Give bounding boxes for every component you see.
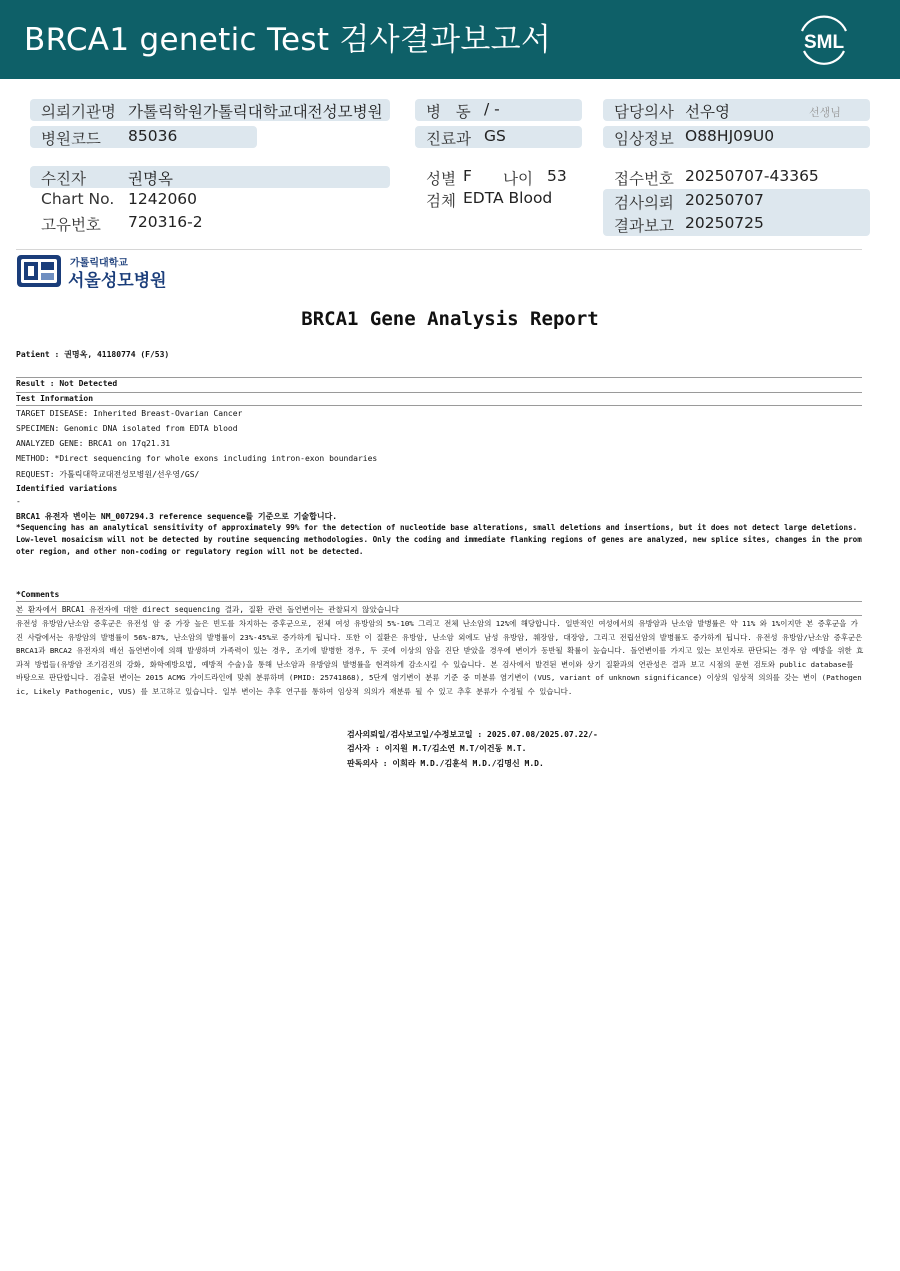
sex-label: 성별 [426,170,456,188]
ward-field [415,99,582,121]
department-label: 진료과 [426,130,471,148]
sex-field [415,166,495,188]
patient-field [30,166,390,188]
method-line: METHOD: *Direct sequencing for whole exons including intron-exon boundaries [16,454,378,463]
sml-logo-text: SML [803,32,845,53]
result-line: Result : Not Detected [16,379,118,388]
test-info-heading: Test Information [16,394,94,403]
department-field [415,126,582,148]
report-header-title: BRCA1 genetic Test 검사결과보고서 [24,22,552,58]
result-bottom-rule [16,392,862,393]
chart-no-label: Chart No. [41,190,115,208]
comment-body: 유전성 유방암/난소암 증후군은 유전성 암 중 가장 높은 빈도를 차지하는 증후군으로, 전체 여성 유방암의 5%-10% 그리고 전체 난소암의 12%에 해당합니다. 일반적인 여성에서의 유방암과 난소암 발병률은 약 11% 와 1%이지만 본 증후군을 가진 사람에서는 유방암의 발병률이 56%-87%, 난소암의 발병률이 23%-45%로 증가하게 됩니다. 또한 이 질환은 유방암, 난소암 외에도 남성 유방암, 췌장암, 대장암, 그리고 전립선암의 발병률도 증가하게 됩니다. 유전성 유방암/난소암 증후군은 BRCA1과 BRCA2 유전자의 배선 돌연변이에 의해 발생하며 가족력이 있는 경우, 조기에 발병한 경우, 두 곳에 이상의 암을 진단 받았을 경우에 변이가 동반될 확률이 높습니다. 돌연변이를 가지고 있는 보인자로 판단되는 경우 암 예방을 위한 효과적 방법들(유방암 조기검진의 강화, 화학예방요법, 예방적 수술)을 통해 난소암과 유방암의 발병률을 현격하게 감소시킬 수 있습니다. 본 검사에서 발견된 변이와 상기 질환과의 연관성은 결과 보고 시점의 문헌 검토와 public database를 바탕으로 판단합니다. 검출된 변이는 2015 ACMG 가이드라인에 맞춰 분류하며 (PMID: 25741868), 5단계 염기변이 분류 기준 중 미분류 염기변이 (VUS, variant of unknown significance) 이상의 임상적 의의를 갖는 변이 (Pathogenic, Likely Pathogenic, VUS) 를 보고하고 있습니다. 일부 변이는 추후 연구를 통하여 임상적 의의가 재분류 될 수 있고 추후 분류가 수정될 수 있습니다. [16,619,864,696]
institution-label: 의뢰기관명 [41,103,116,121]
receipt-no-field [603,166,870,188]
test-info-rule [16,405,862,406]
request-line: REQUEST: 가톨릭대학교대전성모병원/선우영/GS/ [16,470,200,479]
ward-label: 병 동 [426,103,471,121]
department-value: GS [484,127,506,145]
doctor-field [603,99,870,121]
clinical-info-value: O88HJ09U0 [685,127,775,145]
specimen-line: SPECIMEN: Genomic DNA isolated from EDTA blood [16,424,238,433]
hospital-code-label: 병원코드 [41,130,101,148]
sensitivity-note: *Sequencing has an analytical sensitivity of approximately 99% for the detection of nucleotide base alterations, small deletions and insertions, but it does not detect large deletions. Low-level mosaicism will not be detected by routine sequencing methodologies. Only the coding and immediate flanking regions of genes are analyzed, new splice sites, changes in the promoter region, and other non-coding or regulatory region will not be detected. [16,523,862,556]
chart-no-field [30,189,390,211]
request-date-value: 20250707 [685,191,764,209]
sml-logo [792,9,856,69]
analyzed-gene: ANALYZED GENE: BRCA1 on 17q21.31 [16,439,171,448]
doctors-line: 판독의사 : 이희라 M.D./김훈석 M.D./김명신 M.D. [347,759,544,768]
report-date-label: 결과보고 [614,217,674,235]
reference-note: BRCA1 유전자 변이는 NM_007294.3 reference sequence를 기준으로 기술합니다. [16,512,338,521]
chart-no-value: 1242060 [128,190,198,208]
request-date-field [603,190,870,212]
receipt-no-label: 접수번호 [614,170,674,188]
clinical-info-field [603,126,870,148]
patient-label: 수진자 [41,170,86,188]
doctor-label: 담당의사 [614,103,674,121]
patient-value: 권명옥 [128,170,173,188]
institution-field [30,99,390,121]
hospital-emblem-icon [16,254,62,288]
report-header [0,0,900,79]
dates-line: 검사의뢰일/검사보고일/수정보고일 : 2025.07.08/2025.07.22/- [347,730,598,739]
comment-summary: 본 환자에서 BRCA1 유전자에 대한 direct sequencing 결과, 질환 관련 돌연변이는 관찰되지 않았습니다 [16,605,399,614]
identified-heading: Identified variations [16,484,118,493]
target-disease: TARGET DISEASE: Inherited Breast-Ovarian Cancer [16,409,243,418]
ward-value: / - [484,100,500,118]
hospital-name-small: 가톨릭대학교 [70,258,128,269]
comments-bottom-rule [16,615,862,616]
request-date-label: 검사의뢰 [614,194,674,212]
institution-value: 가톨릭학원가톨릭대학교대전성모병원 [128,103,383,121]
doctor-value: 선우영 [685,103,730,121]
patient-line: Patient : 권명옥, 41180774 (F/53) [16,350,170,359]
report-date-field [603,213,870,235]
hospital-code-value: 85036 [128,127,178,145]
result-top-rule [16,377,862,378]
report-title: BRCA1 Gene Analysis Report [301,308,599,330]
identified-value: - [16,497,21,506]
age-value: 53 [547,167,567,185]
unique-no-field [30,212,390,234]
age-label: 나이 [503,170,533,188]
unique-no-label: 고유번호 [41,216,101,234]
age-field [495,166,582,188]
header-divider [16,249,862,250]
doctor-suffix: 선생님 [809,106,841,119]
specimen-field [415,188,582,210]
sex-value: F [463,167,472,185]
receipt-no-value: 20250707-43365 [685,167,819,185]
unique-no-value: 720316-2 [128,213,203,231]
hospital-code-field [30,126,257,148]
hospital-name-big: 서울성모병원 [68,271,167,291]
testers-line: 검사자 : 이지원 M.T/김소연 M.T/이건동 M.T. [347,744,527,753]
comments-top-rule [16,601,862,602]
comments-heading: *Comments [16,590,60,599]
specimen-value: EDTA Blood [463,189,553,207]
report-date-value: 20250725 [685,214,764,232]
specimen-label: 검체 [426,192,456,210]
clinical-info-label: 임상정보 [614,130,674,148]
